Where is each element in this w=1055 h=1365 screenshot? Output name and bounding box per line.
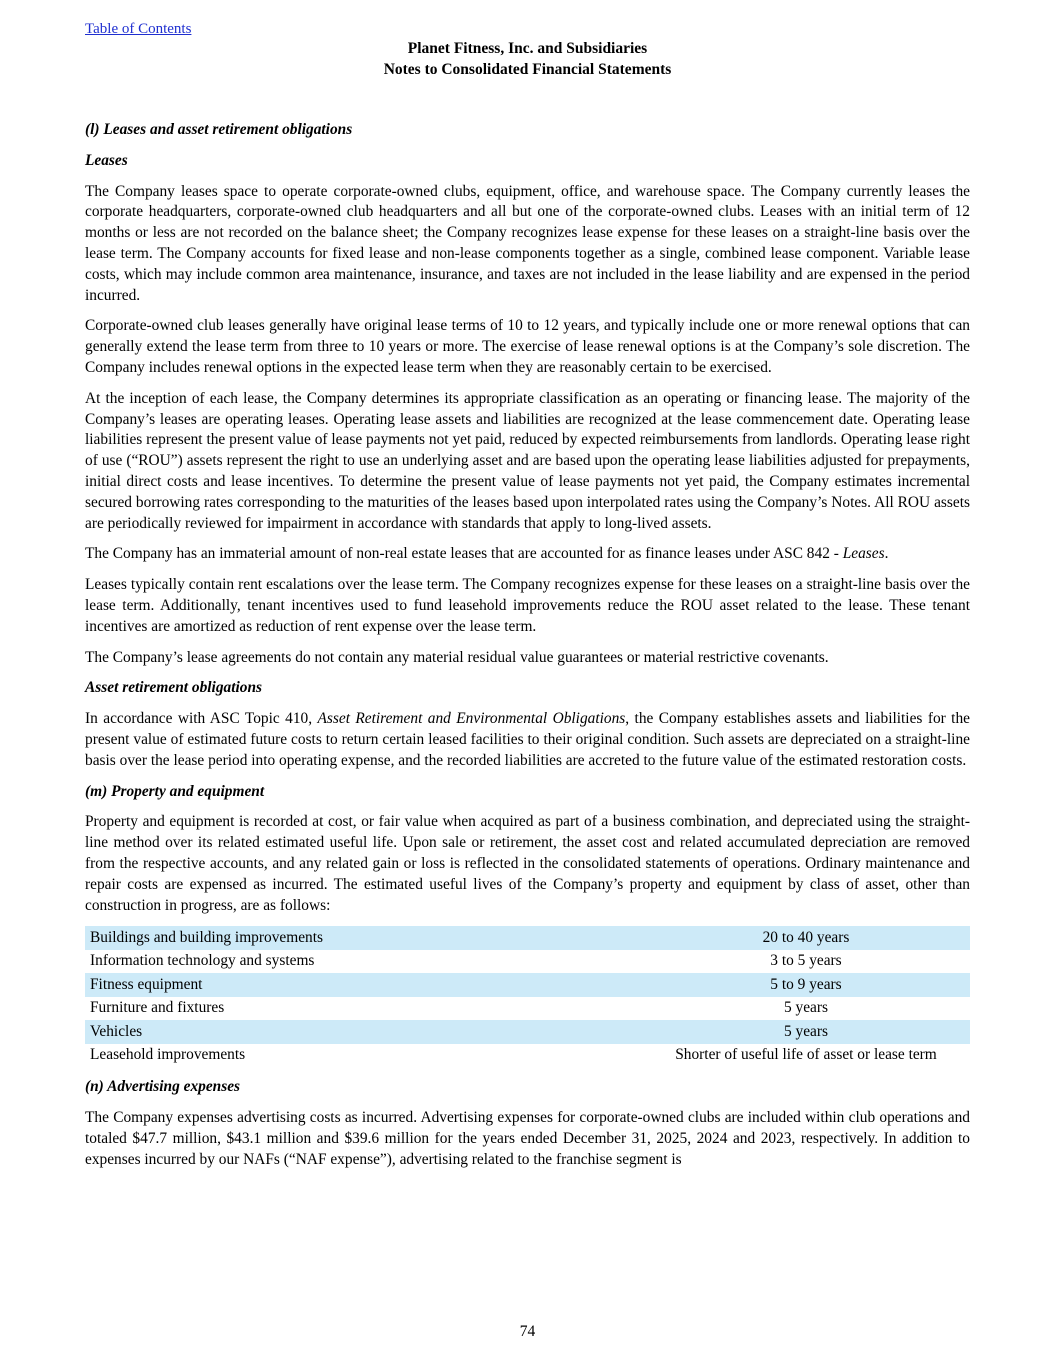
leases-paragraph-6: The Company’s lease agreements do not contain any material residual value guarantees or material restrictive covenants. — [85, 648, 829, 666]
leases-paragraph-1: The Company leases space to operate corporate-owned clubs, equipment, office, and warehouse space. The Company currently leases the corporate headquarters, corporate-owned club headquarters and all but one of the corporate-owned clubs. Leases with an initial term of 12 months or less are not recorded on the balance sheet; the Company recognizes lease expense for these leases on a straight-line basis over the lease term. The Company accounts for fixed lease and non-lease components together as a single, combined lease component. Variable lease costs, which may include common area maintenance, insurance, and taxes are not included in the lease liability and are expensed in the period incurred. — [85, 182, 970, 304]
leases-paragraph-2: Corporate-owned club leases generally have original lease terms of 10 to 12 years, and typically include one or more renewal options that can generally extend the lease term from three to 10 years or more. The exercise of lease renewal options is at the Company’s sole discretion. The Company includes renewal options in the expected lease term when they are reasonably certain to be exercised. — [85, 317, 970, 376]
asset-class-cell: Buildings and building improvements — [85, 926, 655, 950]
table-row — [85, 1044, 970, 1066]
asset-class-cell: Information technology and systems — [90, 952, 315, 970]
company-name: Planet Fitness, Inc. and Subsidiaries — [407, 40, 648, 57]
aro-paragraph — [85, 709, 970, 771]
useful-life-cell: 5 to 9 years — [655, 973, 970, 997]
section-n-heading: (n) Advertising expenses — [85, 1078, 241, 1096]
advertising-paragraph: The Company expenses advertising costs as incurred. Advertising expenses for corporate-owned clubs are included within club operations and totaled $47.7 million, $43.1 million and $39.6 million for the years ended December 31, 2025, 2024 and 2023, respectively. In addition to expenses incurred by our NAFs (“NAF expense”), advertising related to the franchise segment is — [85, 1109, 970, 1168]
leases-paragraph-4-italic: Leases — [842, 545, 885, 563]
page-header — [0, 38, 1055, 80]
useful-life-cell: 3 to 5 years — [770, 952, 842, 970]
leases-paragraph-4 — [85, 544, 970, 565]
asset-class-cell: Fitness equipment — [85, 973, 655, 997]
aro-italic-title: Asset Retirement and Environmental Obligations — [317, 710, 626, 728]
page-number: 74 — [519, 1323, 536, 1340]
table-row — [85, 926, 970, 950]
table-row — [85, 973, 970, 997]
property-paragraph: Property and equipment is recorded at cost, or fair value when acquired as part of a business combination, and depreciated using the straight-line method over its related estimated useful life. Upon sale or retirement, the asset cost and related accumulated depreciation are removed from the respective accounts, and any related gain or loss is reflected in the consolidated statements of operations. Ordinary maintenance and repair costs are expensed as incurred. The estimated useful lives of the Company’s property and equipment by class of asset, other than construction in progress, are as follows: — [85, 813, 970, 914]
useful-life-cell: 5 years — [655, 1020, 970, 1044]
aro-text-end: , the Company establishes assets and liabilities for the present value of estimated future costs to return certain leased facilities to their original condition. Such assets are depreciated on a straight-line basis over the lease period into operating expense, and the recorded liabilities are accreted to the future value of the estimated restoration costs. — [85, 710, 970, 769]
table-row — [85, 997, 970, 1021]
leases-paragraph-3: At the inception of each lease, the Company determines its appropriate classification as an operating or financing lease. The majority of the Company’s leases are operating leases. Operating lease assets and liabilities are recognized at the lease commencement date. Operating lease liabilities represent the present value of lease payments not yet paid, reduced by expected reimbursements from landlords. Operating lease right of use (“ROU”) assets represent the right to use an underlying asset and are based upon the operating lease liabilities adjusted for prepayments, initial direct costs and lease incentives. To determine the present value of lease payments not yet paid, the Company estimates incremental secured borrowing rates corresponding to the maturities of the leases based upon interpolated rates using the Company’s Notes. All ROU assets are periodically reviewed for impairment in accordance with standards that apply to long-lived assets. — [85, 389, 970, 532]
table-row — [85, 950, 970, 974]
leases-paragraph-4-text: The Company has an immaterial amount of non-real estate leases that are accounted for as finance leases under ASC 842 - — [85, 545, 843, 563]
useful-lives-table — [85, 926, 970, 1065]
aro-subheading: Asset retirement obligations — [85, 679, 263, 697]
aro-text-start: In accordance with ASC Topic 410, — [85, 710, 318, 728]
useful-life-cell: 5 years — [783, 999, 828, 1017]
asset-class-cell: Furniture and fixtures — [90, 999, 225, 1017]
asset-class-cell: Leasehold improvements — [90, 1045, 246, 1063]
asset-class-cell: Vehicles — [85, 1020, 655, 1044]
section-m-heading: (m) Property and equipment — [85, 782, 265, 800]
leases-subheading: Leases — [85, 151, 128, 169]
table-row — [85, 1020, 970, 1044]
leases-paragraph-4-end: . — [884, 545, 889, 563]
leases-paragraph-5: Leases typically contain rent escalations over the lease term. The Company recognizes expense for these leases on a straight-line basis over the lease term. Additionally, tenant incentives used to fund leasehold improvements reduce the ROU asset related to the lease. These tenant incentives are amortized as reduction of rent expense over the lease term. — [85, 576, 970, 635]
document-body — [85, 120, 970, 1180]
table-of-contents-link[interactable]: Table of Contents — [85, 21, 192, 37]
useful-life-cell: 20 to 40 years — [655, 926, 970, 950]
section-l-heading: (l) Leases and asset retirement obligations — [85, 121, 353, 138]
page-title: Notes to Consolidated Financial Statements — [383, 61, 672, 78]
useful-life-cell: Shorter of useful life of asset or lease term — [675, 1045, 937, 1063]
